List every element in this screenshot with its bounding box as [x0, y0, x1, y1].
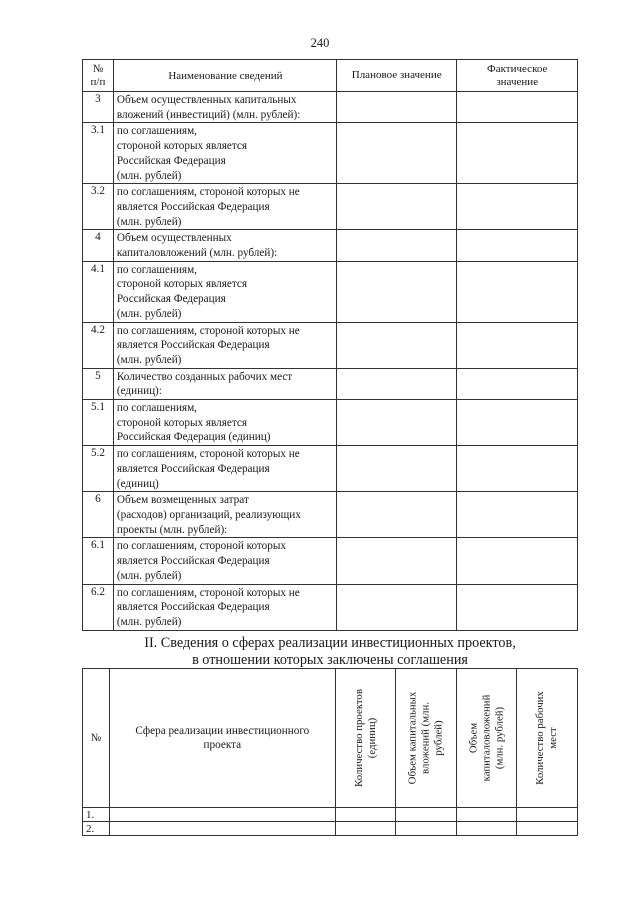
row-name: по соглашениям, стороной которых не является Российская Федерация (млн. рублей) — [113, 184, 336, 230]
header-projects — [335, 669, 396, 808]
plan-cell[interactable] — [336, 230, 456, 261]
header-capex-label: Объем капиталовложений (млн. рублей) — [467, 694, 506, 782]
row-number: 4 — [83, 230, 114, 261]
row-name: по соглашениям, стороной которых не является Российская Федерация (млн. рублей) — [113, 584, 336, 630]
plan-cell[interactable] — [336, 584, 456, 630]
capex-cell[interactable] — [456, 808, 517, 822]
plan-cell[interactable] — [336, 492, 456, 538]
row-number: 2. — [83, 822, 110, 836]
row-name: по соглашениям, стороной которых является Российская Федерация (единиц) — [113, 400, 336, 446]
table-row — [83, 184, 578, 230]
jobs-cell[interactable] — [517, 822, 578, 836]
capex-cell[interactable] — [456, 822, 517, 836]
table-header-row — [83, 669, 578, 808]
row-number: 4.1 — [83, 261, 114, 322]
row-name: Количество созданных рабочих мест (единиц): — [113, 368, 336, 399]
plan-cell[interactable] — [336, 322, 456, 368]
projects-cell[interactable] — [335, 822, 396, 836]
row-number: 1. — [83, 808, 110, 822]
table-row — [83, 368, 578, 399]
header-capex — [456, 669, 517, 808]
fact-cell[interactable] — [457, 261, 578, 322]
table-row — [83, 584, 578, 630]
plan-cell[interactable] — [336, 446, 456, 492]
row-name: по соглашениям, стороной которых является Российская Федерация (млн. рублей) — [113, 261, 336, 322]
fact-cell[interactable] — [457, 230, 578, 261]
row-name: по соглашениям, стороной которых не является Российская Федерация (млн. рублей) — [113, 322, 336, 368]
header-fact: Фактическое значение — [457, 60, 578, 92]
table-row — [83, 822, 578, 836]
capital-cell[interactable] — [396, 808, 457, 822]
row-number: 6.2 — [83, 584, 114, 630]
row-number: 5.2 — [83, 446, 114, 492]
plan-cell[interactable] — [336, 538, 456, 584]
row-number: 5.1 — [83, 400, 114, 446]
plan-cell[interactable] — [336, 92, 456, 123]
projects-cell[interactable] — [335, 808, 396, 822]
table-row — [83, 446, 578, 492]
sphere-cell[interactable] — [109, 808, 335, 822]
row-name: по соглашениям, стороной которых является Российская Федерация (млн. рублей) — [113, 538, 336, 584]
header-jobs-label: Количество рабочих мест — [534, 691, 560, 785]
row-name: по соглашениям, стороной которых не является Российская Федерация (единиц) — [113, 446, 336, 492]
row-name: Объем осуществленных капитальных вложений (инвестиций) (млн. рублей): — [113, 92, 336, 123]
fact-cell[interactable] — [457, 400, 578, 446]
spheres-table — [82, 668, 578, 836]
fact-cell[interactable] — [457, 123, 578, 184]
fact-cell[interactable] — [457, 322, 578, 368]
row-name: Объем возмещенных затрат (расходов) организаций, реализующих проекты (млн. рублей): — [113, 492, 336, 538]
row-number: 3 — [83, 92, 114, 123]
header-plan: Плановое значение — [336, 60, 456, 92]
row-number: 6.1 — [83, 538, 114, 584]
table-header-row — [83, 60, 578, 92]
plan-cell[interactable] — [336, 184, 456, 230]
fact-cell[interactable] — [457, 492, 578, 538]
plan-cell[interactable] — [336, 400, 456, 446]
sphere-cell[interactable] — [109, 822, 335, 836]
fact-cell[interactable] — [457, 446, 578, 492]
page-number: 240 — [310, 36, 330, 50]
capital-cell[interactable] — [396, 822, 457, 836]
row-name: Объем осуществленных капиталовложений (млн. рублей): — [113, 230, 336, 261]
header-capital-label: Объем капитальных вложений (млн. рублей) — [406, 691, 445, 785]
header-jobs — [517, 669, 578, 808]
table-row — [83, 92, 578, 123]
header-sphere: Сфера реализации инвестиционного проекта — [109, 669, 335, 808]
table-row — [83, 492, 578, 538]
table-row — [83, 230, 578, 261]
fact-cell[interactable] — [457, 368, 578, 399]
row-number: 5 — [83, 368, 114, 399]
row-number: 4.2 — [83, 322, 114, 368]
row-name: по соглашениям, стороной которых является Российская Федерация (млн. рублей) — [113, 123, 336, 184]
fact-cell[interactable] — [457, 584, 578, 630]
table-row — [83, 261, 578, 322]
table-row — [83, 123, 578, 184]
header-projects-label: Количество проектов (единиц) — [352, 689, 378, 787]
plan-cell[interactable] — [336, 368, 456, 399]
row-number: 3.1 — [83, 123, 114, 184]
table-row — [83, 322, 578, 368]
header-number: № — [83, 669, 110, 808]
row-number: 3.2 — [83, 184, 114, 230]
fact-cell[interactable] — [457, 92, 578, 123]
table-row — [83, 808, 578, 822]
section-title: II. Сведения о сферах реализации инвестиционных проектов, в отношении которых заключены соглашения — [144, 635, 516, 668]
plan-cell[interactable] — [336, 261, 456, 322]
header-name: Наименование сведений — [113, 60, 336, 92]
table-row — [83, 538, 578, 584]
jobs-cell[interactable] — [517, 808, 578, 822]
indicators-table — [82, 59, 578, 631]
header-capital — [396, 669, 457, 808]
header-number: № п/п — [83, 60, 114, 92]
fact-cell[interactable] — [457, 538, 578, 584]
table-row — [83, 400, 578, 446]
fact-cell[interactable] — [457, 184, 578, 230]
plan-cell[interactable] — [336, 123, 456, 184]
row-number: 6 — [83, 492, 114, 538]
